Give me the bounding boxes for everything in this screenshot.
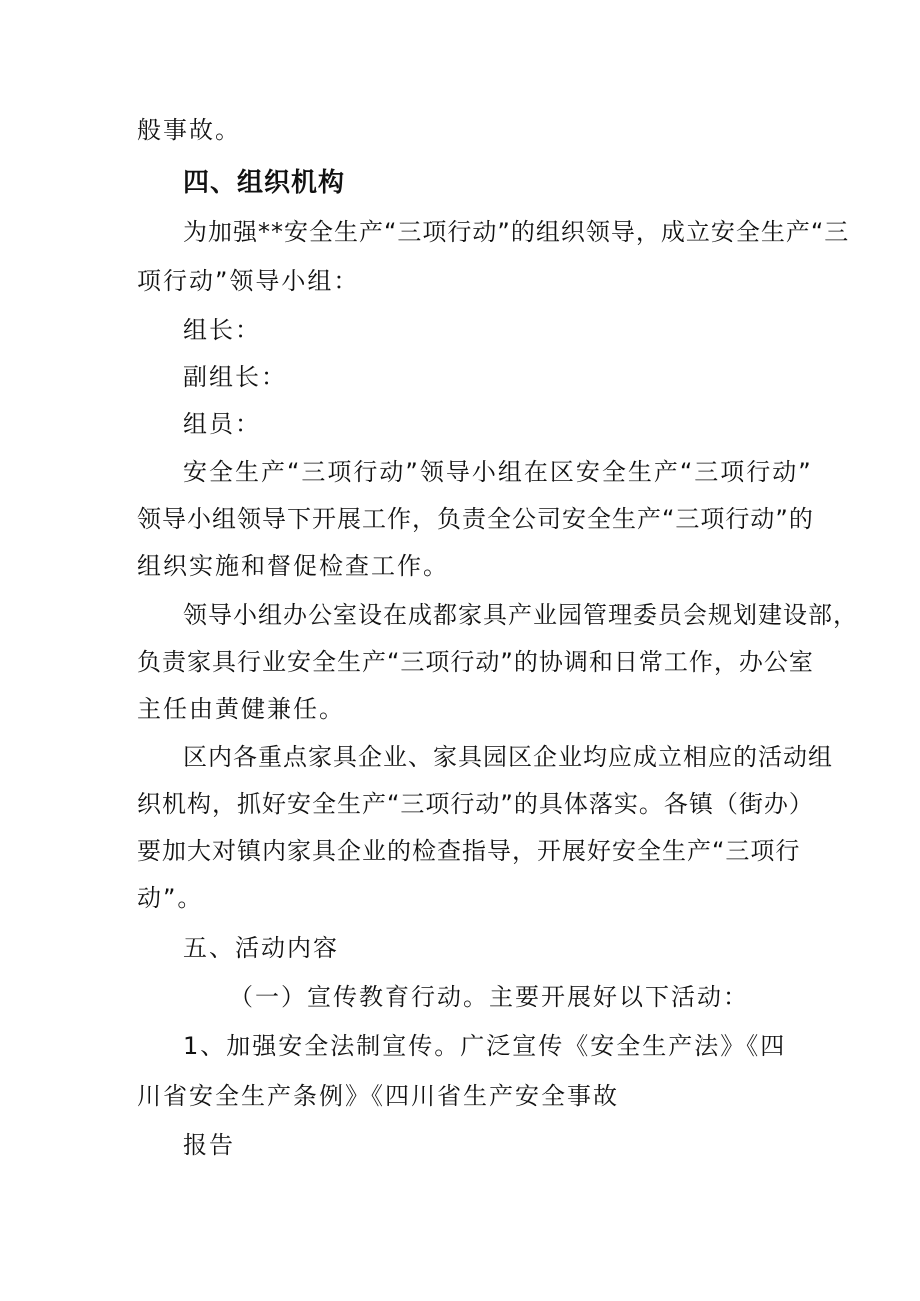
text-line: 动”。 [137, 884, 204, 912]
text-line: 般事故。 [137, 116, 241, 144]
text-line: 安全生产“三项行动”领导小组在区安全生产“三项行动” [183, 458, 813, 486]
text-line: 要加大对镇内家具企业的检查指导，开展好安全生产“三项行 [137, 837, 801, 865]
text-line: 负责家具行业安全生产“三项行动”的协调和日常工作，办公室 [137, 648, 814, 676]
text-line: 项行动”领导小组： [137, 267, 360, 295]
text-line: 川省安全生产条例》《四川省生产安全事故 [137, 1082, 619, 1110]
text-line: 为加强**安全生产“三项行动”的组织领导，成立安全生产“三 [183, 218, 850, 246]
text-line: 副组长： [183, 363, 287, 391]
text-line: 领导小组办公室设在成都家具产业园管理委员会规划建设部， [183, 601, 858, 629]
text-line: 组织实施和督促检查工作。 [137, 552, 449, 580]
section-heading: 五、活动内容 [183, 934, 339, 962]
text-line: 组长： [183, 316, 261, 344]
text-line: 领导小组领导下开展工作，负责全公司安全生产“三项行动”的 [137, 505, 814, 533]
text-line: 织机构，抓好安全生产“三项行动”的具体落实。各镇（街办） [137, 790, 814, 818]
text-line: 主任由黄健兼任。 [137, 695, 345, 723]
section-heading: 四、组织机构 [183, 168, 346, 198]
text-line: 区内各重点家具企业、家具园区企业均应成立相应的活动组 [183, 743, 833, 771]
text-line: 1、加强安全法制宣传。广泛宣传《安全生产法》《四 [183, 1032, 787, 1060]
subsection-heading: （一）宣传教育行动。主要开展好以下活动： [229, 983, 749, 1011]
text-line: 组员： [183, 410, 261, 438]
text-line: 报告 [183, 1131, 235, 1159]
